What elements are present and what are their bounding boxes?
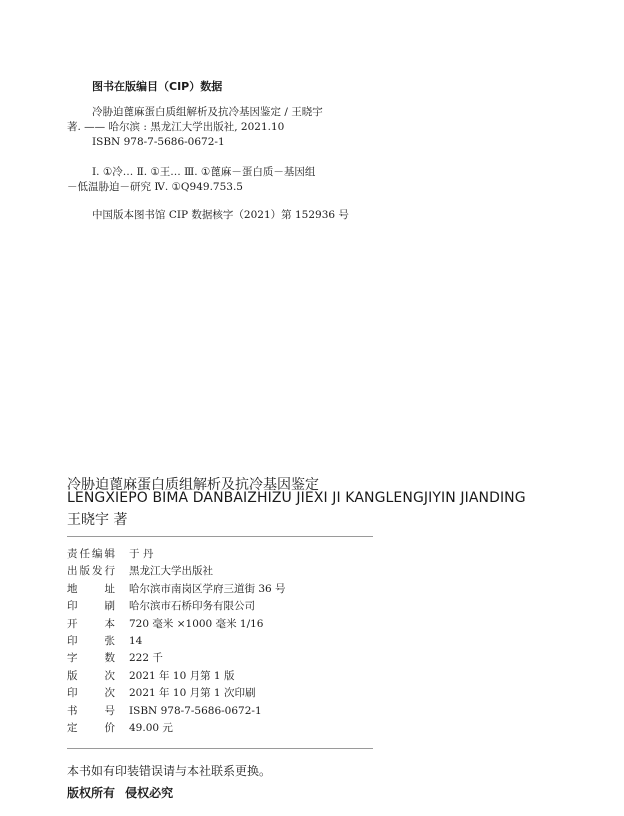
credit-label: 印 次 bbox=[67, 687, 115, 700]
credit-label: 地 址 bbox=[67, 582, 115, 595]
book-title-chinese: 冷胁迫蓖麻蛋白质组解析及抗冷基因鉴定 bbox=[67, 477, 319, 493]
credit-row bbox=[67, 598, 286, 615]
credit-row bbox=[67, 633, 286, 650]
cip-library-line: 中国版本图书馆 CIP 数据核字（2021）第 152936 号 bbox=[92, 209, 349, 221]
cip-isbn: ISBN 978-7-5686-0672-1 bbox=[92, 136, 225, 148]
credit-label: 书 号 bbox=[67, 704, 115, 717]
credit-value: 14 bbox=[129, 634, 143, 647]
credits-top-rule bbox=[67, 536, 373, 537]
credit-value: 黑龙江大学出版社 bbox=[129, 565, 213, 578]
cip-entry-line-2: 著. —— 哈尔滨 : 黑龙江大学出版社, 2021.10 bbox=[67, 121, 285, 133]
credit-value: 于 丹 bbox=[129, 548, 154, 560]
credits-table bbox=[67, 546, 286, 737]
book-title-pinyin: LENGXIEPO BIMA DANBAIZHIZU JIEXI JI KANGLENGJIYIN JIANDING bbox=[67, 490, 526, 506]
credit-label: 字 数 bbox=[67, 652, 115, 665]
cip-entry bbox=[67, 105, 323, 150]
cip-library bbox=[67, 208, 349, 223]
credit-label: 责 任 编 辑 bbox=[67, 548, 115, 560]
credit-row bbox=[67, 563, 286, 580]
credit-label: 开 本 bbox=[67, 617, 115, 630]
credit-row bbox=[67, 703, 286, 720]
cip-subject-line-2: －低温胁迫－研究 Ⅳ. ①Q949.753.5 bbox=[67, 181, 243, 193]
credit-value: ISBN 978-7-5686-0672-1 bbox=[129, 704, 262, 717]
book-author: 王晓宇 著 bbox=[67, 512, 128, 528]
cip-entry-line-1: 冷胁迫蓖麻蛋白质组解析及抗冷基因鉴定 / 王晓宇 bbox=[92, 106, 323, 118]
credit-label: 出 版 发 行 bbox=[67, 565, 115, 578]
credit-row bbox=[67, 720, 286, 737]
credit-row bbox=[67, 668, 286, 685]
credit-label: 印 刷 bbox=[67, 600, 115, 613]
cip-subject-line-1: Ⅰ. ①冷… Ⅱ. ①王… Ⅲ. ①蓖麻－蛋白质－基因组 bbox=[92, 166, 316, 178]
credits-bottom-rule bbox=[67, 748, 373, 749]
misprint-notice: 本书如有印装错误请与本社联系更换。 bbox=[67, 764, 272, 778]
credit-row bbox=[67, 546, 286, 563]
credit-value: 2021 年 10 月第 1 版 bbox=[129, 669, 235, 682]
credit-value: 222 千 bbox=[129, 652, 163, 665]
credit-label: 印 张 bbox=[67, 634, 115, 647]
credit-row bbox=[67, 650, 286, 667]
cip-subjects bbox=[67, 165, 315, 195]
credit-value: 720 毫米 ×1000 毫米 1/16 bbox=[129, 617, 264, 630]
credit-label: 版 次 bbox=[67, 669, 115, 682]
cip-heading: 图书在版编目（CIP）数据 bbox=[92, 80, 223, 93]
credit-value: 哈尔滨市石桥印务有限公司 bbox=[129, 600, 255, 613]
credit-row bbox=[67, 581, 286, 598]
credit-value: 2021 年 10 月第 1 次印刷 bbox=[129, 687, 256, 700]
credit-row bbox=[67, 685, 286, 702]
credit-row bbox=[67, 616, 286, 633]
credit-value: 哈尔滨市南岗区学府三道街 36 号 bbox=[129, 582, 286, 595]
copyright-notice: 版权所有 侵权必究 bbox=[67, 786, 174, 800]
credit-label: 定 价 bbox=[67, 721, 115, 734]
credit-value: 49.00 元 bbox=[129, 721, 173, 734]
